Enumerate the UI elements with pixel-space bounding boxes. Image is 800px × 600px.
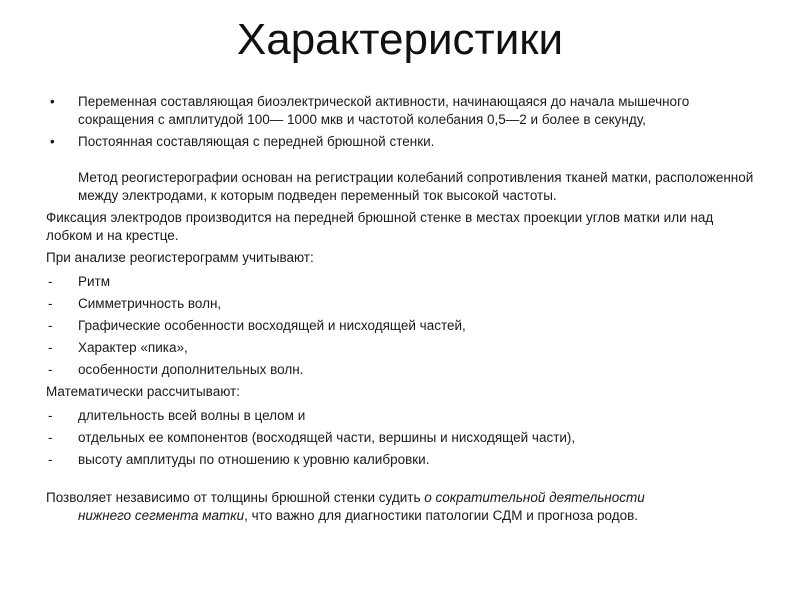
fixation-text: Фиксация электродов производится на передней брюшной стенке в местах проекции углов матки или над лобком и на крестце. — [46, 210, 714, 243]
math-item-text: отдельных ее компонентов (восходящей части, вершины и нисходящей части), — [78, 430, 576, 445]
analysis-item-text: Симметричность волн, — [78, 296, 222, 311]
conclusion-paragraph — [46, 489, 760, 525]
bullet-marker: • — [50, 94, 55, 109]
conclusion-line-2 — [46, 507, 756, 525]
math-item — [46, 451, 760, 469]
conclusion-italic-2: нижнего сегмента матки — [78, 508, 245, 523]
dash-marker: - — [48, 318, 53, 333]
dash-marker: - — [48, 362, 53, 377]
analysis-item-text: Характер «пика», — [78, 340, 188, 355]
analysis-heading: При анализе реогистерограмм учитывают: — [46, 250, 314, 265]
analysis-item — [46, 339, 760, 357]
dash-marker: - — [48, 430, 53, 445]
bullet-item-variable-component — [46, 93, 760, 129]
conclusion-prefix: Позволяет независимо от толщины брюшной стенки судить — [46, 490, 425, 505]
dash-marker: - — [48, 274, 53, 289]
bullet-text: Постоянная составляющая с передней брюшной стенки. — [78, 134, 435, 149]
dash-marker: - — [48, 408, 53, 423]
bullet-text: Переменная составляющая биоэлектрической активности, начинающаяся до начала мышечного сокращения с амплитудой 100— 1000 мкв и частотой колебания 0,5—2 и более в секунду, — [78, 94, 690, 127]
math-item-text: высоту амплитуды по отношению к уровню калибровки. — [78, 452, 430, 467]
bullet-item-constant-component — [46, 133, 760, 151]
math-heading: Математически рассчитывают: — [46, 384, 240, 399]
method-paragraph: Метод реогистерографии основан на регистрации колебаний сопротивления тканей матки, расположенной между электродами, к которым подведен переменный ток высокой частоты. — [78, 170, 754, 203]
analysis-item — [46, 295, 760, 313]
math-item — [46, 429, 760, 447]
conclusion-suffix: , что важно для диагностики патологии СДМ и прогноза родов. — [244, 508, 639, 523]
slide-content — [46, 93, 760, 525]
math-item-text: длительность всей волны в целом и — [78, 408, 306, 423]
analysis-item-text: Ритм — [78, 274, 111, 289]
dash-marker: - — [48, 452, 53, 467]
math-item — [46, 407, 760, 425]
conclusion-italic-1: о сократительной деятельности — [424, 490, 645, 505]
bullet-marker: • — [50, 134, 55, 149]
fixation-paragraph — [46, 209, 760, 245]
analysis-item-text: Графические особенности восходящей и нисходящей частей, — [78, 318, 466, 333]
analysis-item-text: особенности дополнительных волн. — [78, 362, 304, 377]
analysis-item — [46, 273, 760, 291]
dash-marker: - — [48, 296, 53, 311]
dash-marker: - — [48, 340, 53, 355]
analysis-item — [46, 361, 760, 379]
slide-title: Характеристики — [236, 15, 564, 64]
analysis-item — [46, 317, 760, 335]
